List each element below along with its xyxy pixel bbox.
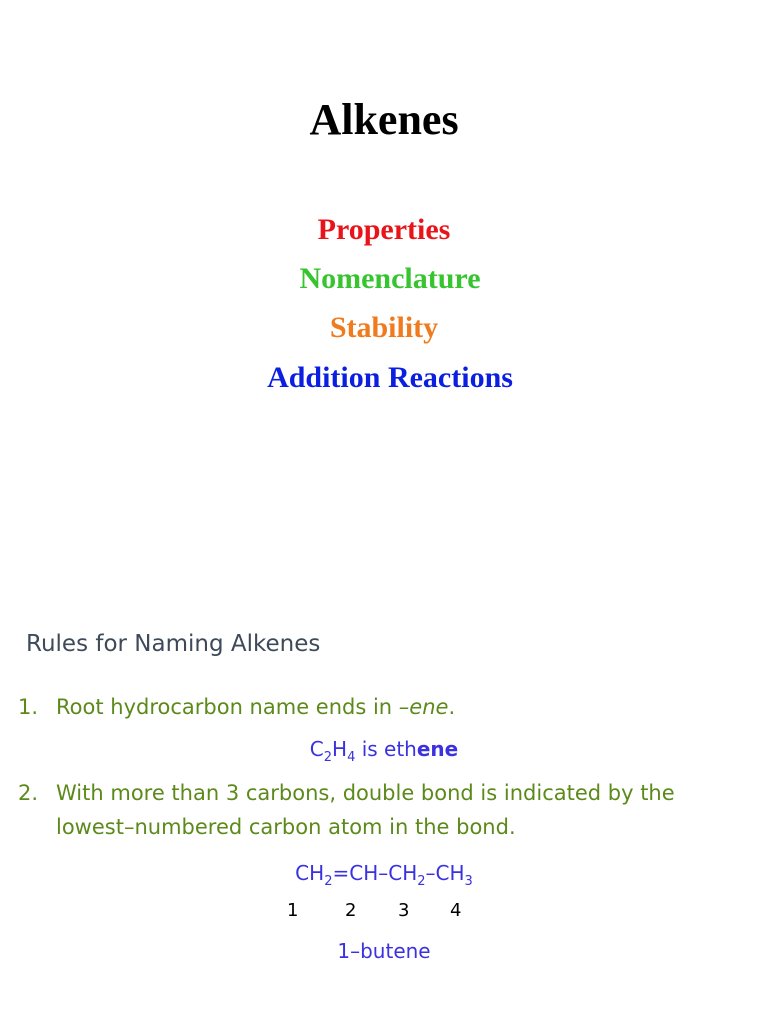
rule-2	[18, 776, 748, 844]
formula-subscript: 2	[323, 750, 333, 765]
formula-subscript: 2	[324, 874, 333, 889]
formula-subscript: 2	[417, 874, 426, 889]
rule-suffix: .	[448, 695, 456, 719]
carbon-number: 3	[398, 900, 410, 921]
rule-text	[18, 690, 748, 724]
formula-bold-suffix: ene	[416, 737, 459, 761]
formula-text: is eth	[355, 737, 417, 761]
carbon-number: 1	[287, 900, 299, 921]
rule-1	[18, 690, 748, 724]
butene-formula	[0, 858, 768, 897]
formula-part: C	[309, 737, 324, 761]
topic-properties: Properties	[317, 213, 451, 246]
rule-number: 1.	[18, 695, 39, 719]
carbon-number: 2	[345, 900, 357, 921]
topic-nomenclature: Nomenclature	[299, 262, 481, 295]
topic-stability: Stability	[329, 311, 439, 344]
rule-number: 2.	[18, 781, 39, 805]
carbon-number: 4	[450, 900, 462, 921]
formula-subscript: 3	[464, 874, 473, 889]
rules-heading: Rules for Naming Alkenes	[26, 631, 321, 657]
rule-emphasis: –ene	[398, 695, 449, 719]
slide-title: Alkenes	[309, 95, 459, 144]
rule-text-main: Root hydrocarbon name ends in	[56, 695, 399, 719]
topic-addition-reactions: Addition Reactions	[267, 361, 513, 394]
formula-part: –CH	[425, 861, 465, 885]
butene-name: 1–butene	[337, 939, 431, 963]
formula-part: H	[332, 737, 348, 761]
formula-subscript: 4	[347, 750, 356, 765]
ethene-example	[0, 734, 768, 773]
rule-text: With more than 3 carbons, double bond is indicated by the lowest–numbered carbon atom in the bond.	[56, 781, 675, 839]
formula-part: CH	[295, 861, 325, 885]
formula-part: =CH–CH	[332, 861, 418, 885]
